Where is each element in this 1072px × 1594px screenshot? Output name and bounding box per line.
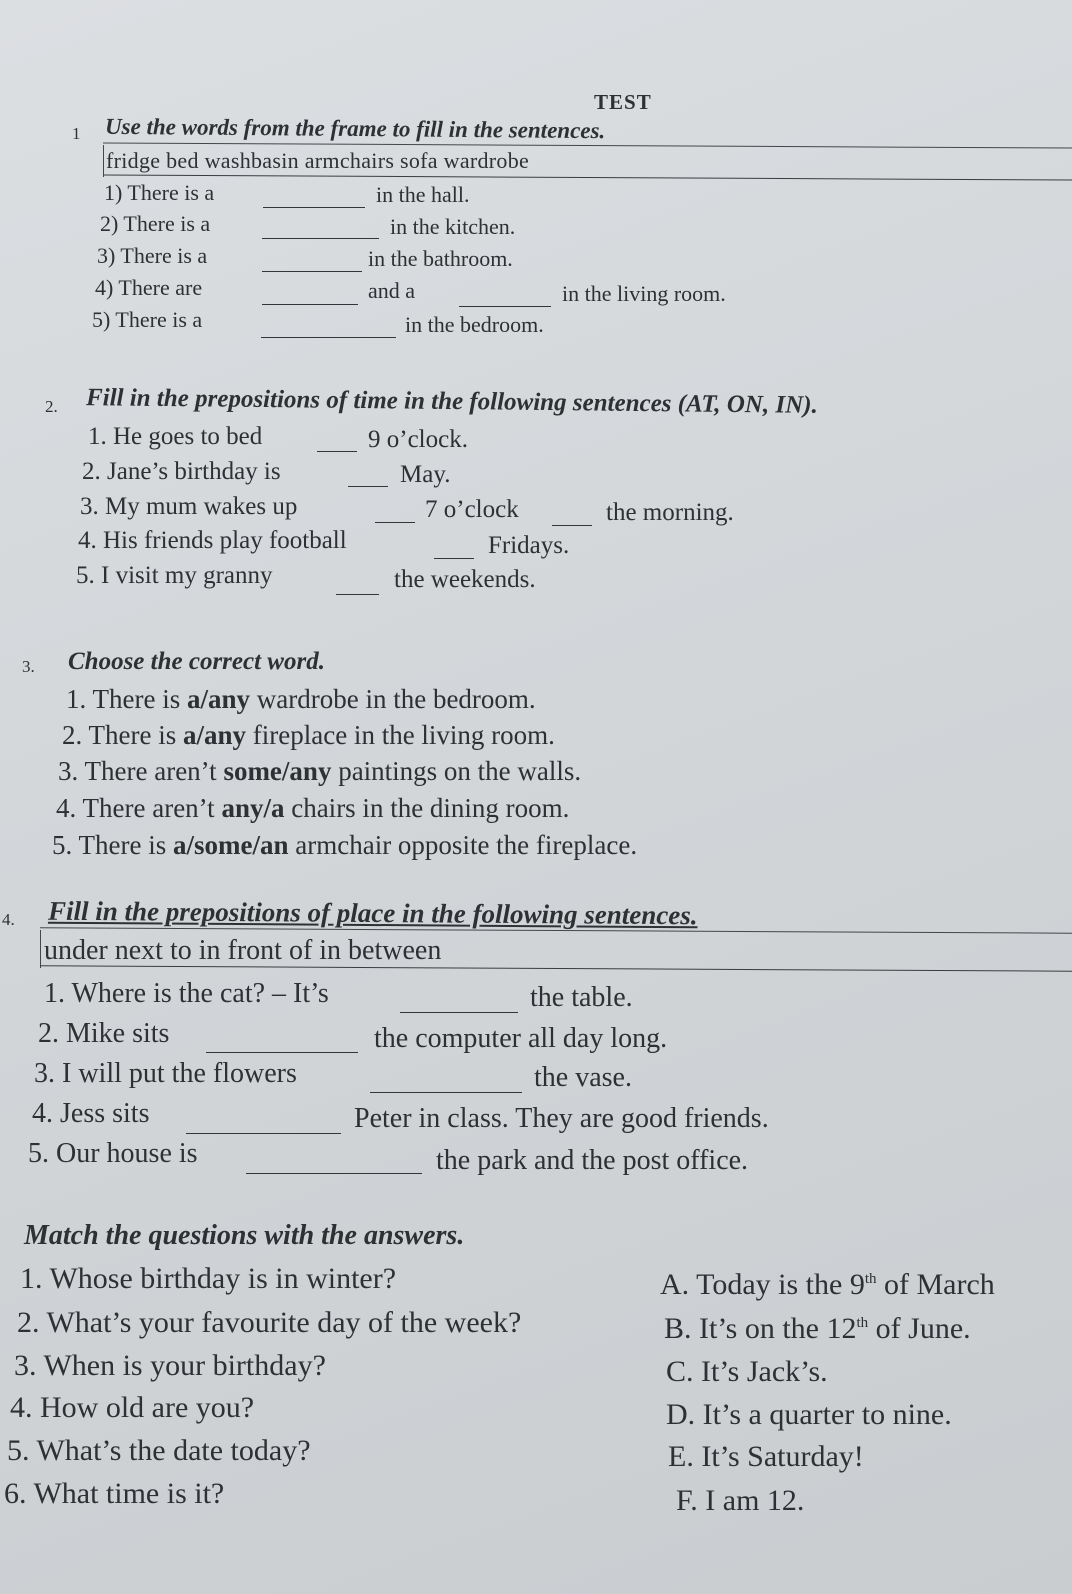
word-choice[interactable]: some/any [223,756,332,786]
answer-a: A. Today is the 9th of March [660,1268,995,1301]
answer-blank[interactable] [459,306,551,307]
task4-item2-end: the computer all day long. [374,1023,668,1054]
answer-blank[interactable] [261,337,396,338]
task3-number: 3. [22,657,35,676]
question-4: 4. How old are you? [10,1391,255,1424]
task1-item4-middle: and a [368,278,416,303]
task1-item4-end: in the living room. [562,281,726,306]
answer-blank[interactable] [263,207,365,208]
task4-item5-end: the park and the post office. [436,1145,749,1176]
word-choice[interactable]: a/some/an [172,830,289,860]
question-1: 1. Whose birthday is in winter? [20,1262,397,1295]
task4-item3-start: 3. I will put the flowers [34,1058,297,1089]
word-choice[interactable]: a/any [186,684,251,714]
task4-item4-start: 4. Jess sits [32,1098,150,1129]
task3-item1: 1. There is a/any wardrobe in the bedroom. [66,684,536,714]
task4-frame-bottom [40,965,1072,971]
answer-blank[interactable] [262,238,379,239]
task4-item5-start: 5. Our house is [28,1138,198,1169]
task1-frame-left [103,145,104,177]
task2-number: 2. [45,397,58,416]
answer-blank[interactable] [348,486,388,487]
answer-blank[interactable] [370,1092,522,1093]
answer-blank[interactable] [262,304,358,305]
task1-item5-end: in the bedroom. [405,312,544,337]
task5-heading: Match the questions with the answers. [24,1220,465,1251]
answer-d: D. It’s a quarter to nine. [666,1398,952,1431]
task1-number: 1 [72,124,81,143]
answer-blank[interactable] [336,594,379,595]
answer-blank[interactable] [552,525,592,526]
question-5: 5. What’s the date today? [7,1434,311,1467]
task3-item4: 4. There aren’t any/a chairs in the dining room. [56,793,570,823]
task4-item4-end: Peter in class. They are good friends. [354,1103,769,1134]
word-choice[interactable]: a/any [182,720,247,750]
task1-item3-end: in the bathroom. [368,246,513,271]
task2-item1-start: 1. He goes to bed [88,423,263,450]
answer-blank[interactable] [186,1133,341,1134]
task1-word-bank: fridge bed washbasin armchairs sofa wardrobe [106,148,530,173]
task3-heading: Choose the correct word. [68,648,325,675]
answer-blank[interactable] [206,1052,358,1053]
task1-item4-start: 4) There are [95,275,203,300]
task1-item3-start: 3) There is a [97,243,208,268]
answer-c: C. It’s Jack’s. [666,1355,828,1388]
task3-item2: 2. There is a/any fireplace in the living room. [62,720,555,750]
task4-item2-start: 2. Mike sits [38,1018,170,1049]
task2-item5-start: 5. I visit my granny [76,562,273,589]
word-choice[interactable]: any/a [221,793,285,823]
task4-word-bank: under next to in front of in between [44,935,442,966]
question-6: 6. What time is it? [4,1477,225,1510]
task2-item4-end: Fridays. [488,532,570,559]
task1-item2-start: 2) There is a [100,211,211,236]
task2-item3-end: the morning. [606,499,734,526]
task2-item2-end: May. [400,461,451,488]
answer-b: B. It’s on the 12th of June. [664,1312,971,1345]
task1-item2-end: in the kitchen. [390,214,516,239]
task3-item3: 3. There aren’t some/any paintings on the walls. [58,756,582,786]
answer-blank[interactable] [317,451,357,452]
question-3: 3. When is your birthday? [14,1349,326,1382]
page-title: TEST [594,90,652,114]
task4-item1-end: the table. [530,982,633,1013]
task4-heading: Fill in the prepositions of place in the following sentences. [47,895,698,931]
answer-blank[interactable] [262,271,362,272]
task2-item3-start: 3. My mum wakes up [80,493,298,520]
question-2: 2. What’s your favourite day of the week? [17,1306,522,1339]
answer-blank[interactable] [400,1012,518,1013]
task1-item1-end: in the hall. [376,182,470,207]
task1-heading: Use the words from the frame to fill in the sentences. [104,113,606,144]
task4-number: 4. [2,910,15,929]
task2-heading: Fill in the prepositions of time in the following sentences (AT, ON, IN). [85,384,818,419]
task3-item5: 5. There is a/some/an armchair opposite the fireplace. [52,830,638,860]
task2-item2-start: 2. Jane’s birthday is [82,458,281,485]
task4-item1-start: 1. Where is the cat? – It’s [44,978,329,1009]
task1-item1-start: 1) There is a [104,180,215,205]
answer-f: F. I am 12. [676,1484,805,1517]
task2-item1-end: 9 o’clock. [368,426,468,453]
answer-blank[interactable] [246,1173,422,1174]
task2-item3-middle: 7 o’clock [425,496,519,523]
task4-frame-left [40,930,41,968]
task1-frame-bottom [103,174,1072,180]
task2-item4-start: 4. His friends play football [78,527,347,554]
task2-item5-end: the weekends. [394,566,536,593]
answer-blank[interactable] [434,558,474,559]
answer-blank[interactable] [375,522,415,523]
task1-item5-start: 5) There is a [92,307,203,332]
task4-item3-end: the vase. [534,1062,632,1093]
answer-e: E. It’s Saturday! [668,1440,864,1473]
